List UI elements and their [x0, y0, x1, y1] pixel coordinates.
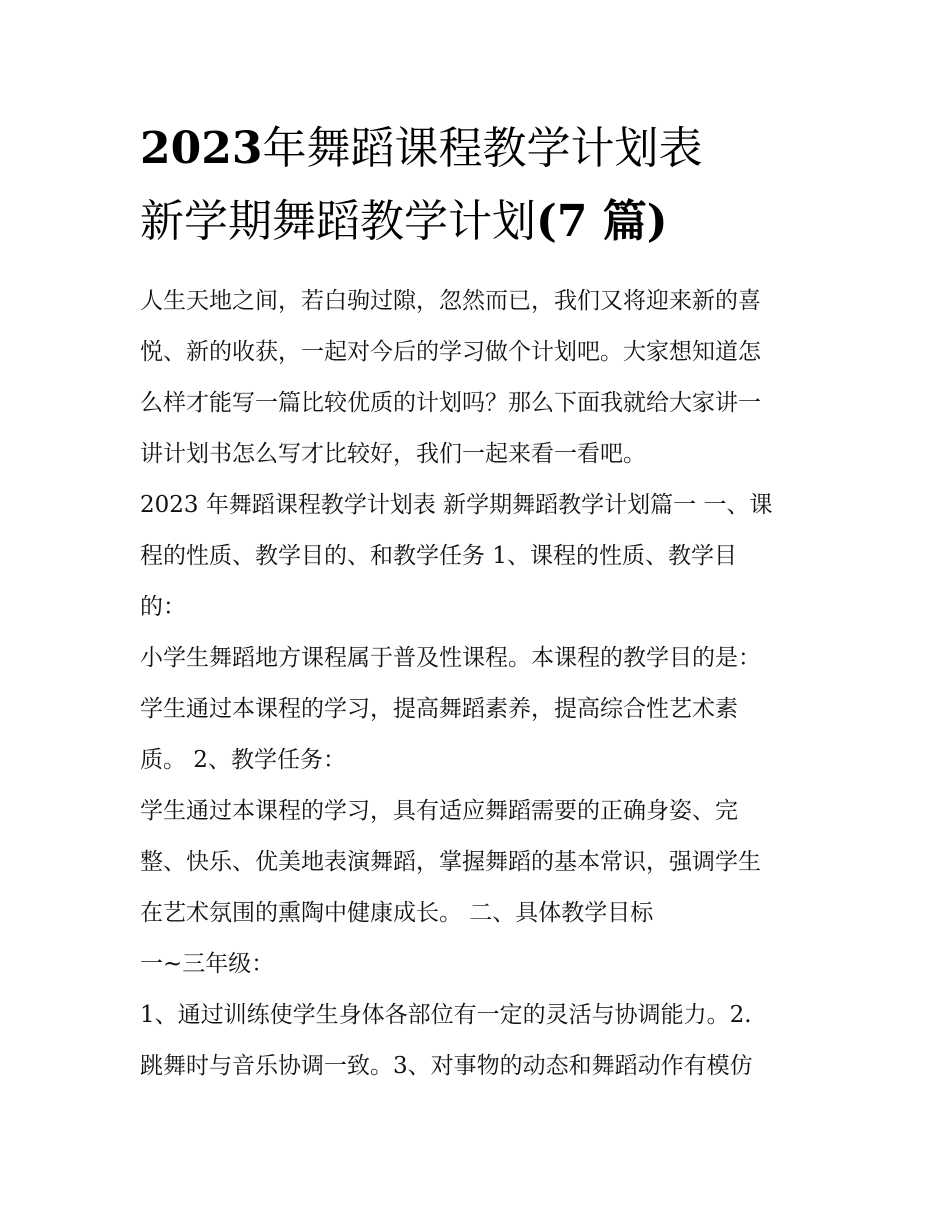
title-year: 2023	[140, 123, 263, 174]
text-line: 学生通过本课程的学习，具有适应舞蹈需要的正确身姿、完	[140, 798, 738, 824]
text-line: 2023 年舞蹈课程教学计划表 新学期舞蹈教学计划篇一 一、课	[140, 492, 773, 518]
title-line-1-text: 年舞蹈课程教学计划表	[262, 123, 703, 174]
text-line: 整、快乐、优美地表演舞蹈，掌握舞蹈的基本常识，强调学生	[140, 849, 761, 875]
text-line: 讲计划书怎么写才比较好，我们一起来看一看吧。	[140, 441, 646, 467]
document-body	[140, 276, 820, 1092]
text-line: 人生天地之间，若白驹过隙，忽然而已，我们又将迎来新的喜	[140, 288, 761, 314]
paragraph-grade-goals	[140, 990, 820, 1092]
text-line: 在艺术氛围的熏陶中健康成长。 二、具体教学目标	[140, 900, 654, 926]
paragraph-intro	[140, 276, 820, 480]
paragraph-grade-heading	[140, 939, 820, 990]
title-line-1	[140, 112, 820, 185]
text-line: 程的性质、教学目的、和教学任务 1、课程的性质、教学目	[140, 543, 737, 569]
paragraph-course-purpose	[140, 633, 820, 786]
text-line: 么样才能写一篇比较优质的计划吗？那么下面我就给大家讲一	[140, 390, 761, 416]
text-line: 跳舞时与音乐协调一致。3、对事物的动态和舞蹈动作有模仿	[140, 1053, 753, 1079]
title-line-2-text: 新学期舞蹈教学计划	[140, 196, 536, 247]
text-line: 的：	[140, 594, 186, 620]
title-count: (7 篇)	[536, 196, 668, 247]
text-line: 学生通过本课程的学习，提高舞蹈素养，提高综合性艺术素	[140, 696, 738, 722]
text-line: 1、通过训练使学生身体各部位有一定的灵活与协调能力。2.	[140, 1002, 752, 1028]
text-line: 小学生舞蹈地方课程属于普及性课程。本课程的教学目的是：	[140, 645, 761, 671]
document-title	[140, 112, 820, 258]
paragraph-teaching-task	[140, 786, 820, 939]
text-line: 质。 2、教学任务：	[140, 747, 346, 773]
paragraph-section-heading	[140, 480, 820, 633]
text-line: 一~三年级：	[140, 951, 275, 977]
title-line-2	[140, 185, 820, 258]
text-line: 悦、新的收获，一起对今后的学习做个计划吧。大家想知道怎	[140, 339, 761, 365]
